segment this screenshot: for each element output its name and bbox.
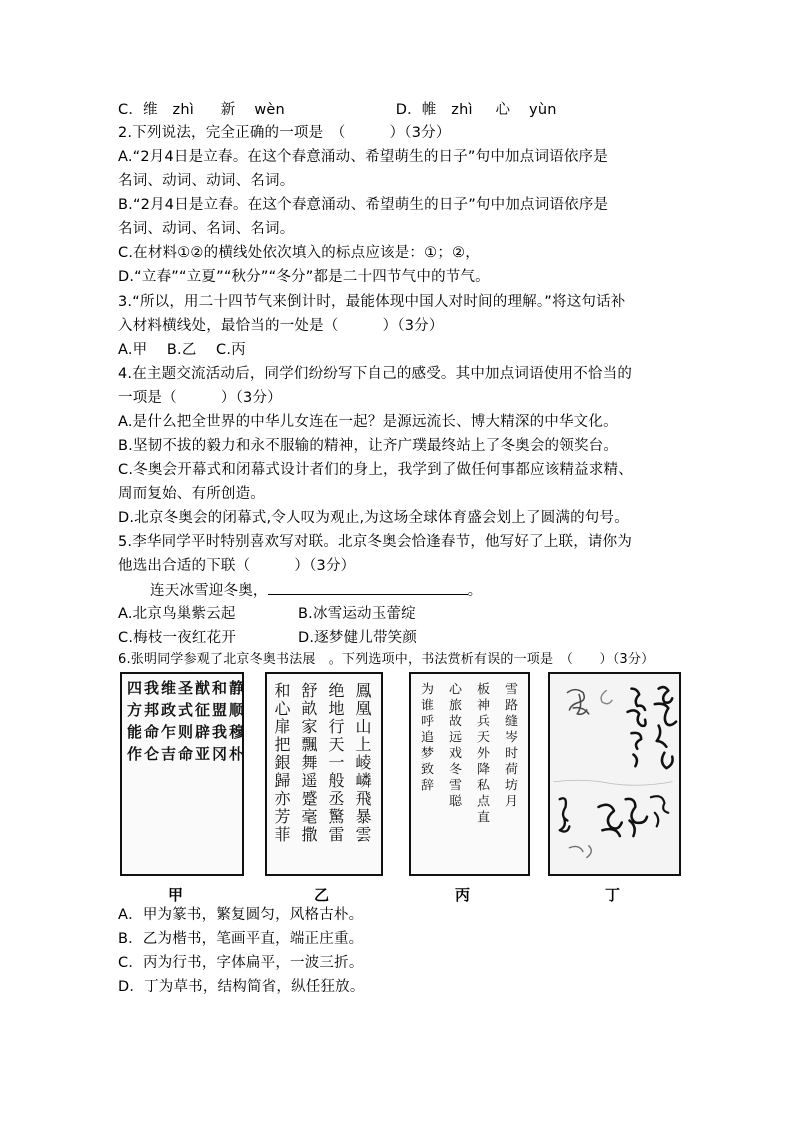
- bing-calligraphy-column: 心旅故远戏冬雪聪: [446, 681, 461, 811]
- question-3-options: A.甲 B.乙 C.丙: [118, 342, 246, 358]
- question-2-option-b-line1: B.“2月4日是立春。在这个春意涌动、希望萌生的日子”句中加点词语依序是: [118, 197, 609, 213]
- option-d-pinyin-1: zhì: [451, 102, 473, 118]
- panel-label-ding: 丁: [605, 886, 621, 904]
- panel-label-bing: 丙: [455, 886, 471, 904]
- question-2-stem: 2.下列说法，完全正确的一项是 （ ）（3分）: [118, 125, 451, 141]
- option-c-pinyin-2: wèn: [254, 102, 285, 118]
- question-2-option-a-line1: A.“2月4日是立春。在这个春意涌动、希望萌生的日子”句中加点词语依序是: [118, 149, 608, 165]
- calligraphy-panel-jia: [120, 672, 244, 876]
- bing-calligraphy-column: 板神兵天外降私点直: [474, 681, 489, 827]
- yi-calligraphy-column: 鳳凰山上崚嶙飛暴雲: [353, 682, 372, 844]
- question-6-option-b: B．乙为楷书，笔画平直，端正庄重。: [118, 931, 364, 947]
- question-5-option-d: D.逐梦健儿带笑颜: [298, 630, 418, 646]
- question-5-options-ab: [118, 604, 416, 624]
- bing-calligraphy-column: 为谁呼追梦致辞: [418, 681, 433, 795]
- question-5-couplet-line: [150, 580, 482, 601]
- question-6-stem: 6.张明同学参观了北京冬奥书法展 。下列选项中，书法赏析有误的一项是 （ ）（3分）: [118, 652, 655, 667]
- panel-label-jia: 甲: [168, 886, 184, 904]
- question-5-option-a: A.北京鸟巢紫云起: [118, 606, 236, 622]
- jia-calligraphy-column: 圣式则命: [176, 680, 194, 768]
- calligraphy-panel-yi: [265, 672, 383, 876]
- yi-calligraphy-column: 舒畝家飄舞遥蹙毫撒: [299, 682, 318, 844]
- yi-calligraphy-column: 和心扉把銀歸亦芳菲: [272, 682, 291, 844]
- question-6-option-a: A．甲为篆书，繁复圆匀，风格古朴。: [118, 907, 364, 923]
- question-4-option-c-line1: C.冬奥会开幕式和闭幕式设计者们的身上，我学到了做任何事都应该精益求精、: [118, 462, 633, 478]
- panel-label-yi: 乙: [314, 886, 330, 904]
- question-5-stem-line2: 他选出合适的下联（ ）（3分）: [118, 558, 356, 574]
- question-6-option-d: D．丁为草书，结构简省，纵任狂放。: [118, 979, 365, 995]
- question-3-stem-line2: 入材料横线处，最恰当的一处是（ ）（3分）: [118, 318, 444, 334]
- question-4-option-c-line2: 周而复始、有所创造。: [118, 486, 265, 502]
- question-4-option-a: A.是什么把全世界的中华儿女连在一起？是源远流长、博大精深的中华文化。: [118, 414, 618, 430]
- question-5-stem-line1: 5.李华同学平时特别喜欢写对联。北京冬奥会恰逢春节，他写好了上联，请你为: [118, 534, 633, 550]
- question-6-option-c: C．丙为行书，字体扁平，一波三折。: [118, 955, 364, 971]
- couplet-first-line: 连天冰雪迎冬奥，: [150, 583, 268, 599]
- question-2-option-a-line2: 名词、动词、动词、名词。: [118, 173, 295, 189]
- yi-calligraphy-column: 绝地行天一般丞驚雷: [326, 682, 345, 844]
- calligraphy-panel-ding: [548, 672, 681, 876]
- calligraphy-panel-bing: [409, 672, 530, 876]
- jia-calligraphy-column: 静顺穆朴: [227, 680, 245, 768]
- couplet-end-mark: 。: [467, 583, 483, 599]
- option-c-char-2: 新: [220, 102, 236, 118]
- question-5-option-c: C.梅枝一夜红花开: [118, 630, 237, 646]
- question-4-option-d: D.北京冬奥会的闭幕式,令人叹为观止,为这场全球体育盛会划上了圆满的句号。: [118, 510, 629, 526]
- question-4-stem-line2: 一项是（ ）（3分）: [118, 390, 282, 406]
- question-5-option-b: B.冰雪运动玉蕾绽: [298, 606, 416, 622]
- option-d-pinyin-2: yùn: [529, 102, 557, 118]
- option-d-char-2: 心: [495, 102, 511, 118]
- jia-calligraphy-column: 猷征辟亚: [193, 680, 211, 768]
- jia-calligraphy-column: 和盟我冈: [210, 680, 228, 768]
- question-3-stem-line1: 3.“所以，用二十四节气来倒计时，最能体现中国人对时间的理解。”将这句话补: [118, 294, 626, 310]
- option-d-text: D．帷: [395, 102, 437, 118]
- jia-calligraphy-column: 我邦命仑: [142, 680, 160, 768]
- question-5-options-cd: [118, 628, 417, 648]
- question-4-stem-line1: 4.在主题交流活动后，同学们纷纷写下自己的感受。其中加点词语使用不恰当的: [118, 366, 633, 382]
- cursive-script-artwork: [550, 674, 679, 874]
- option-c-text: C．维: [118, 102, 158, 118]
- question-2-option-b-line2: 名词、动词、名词、名词。: [118, 221, 295, 237]
- question-4-option-b: B.坚韧不拔的毅力和永不服输的精神，让齐广璞最终站上了冬奥会的领奖台。: [118, 438, 619, 454]
- couplet-answer-blank[interactable]: [268, 580, 468, 595]
- question-2-option-d: D.“立春”“立夏”“秋分”“冬分”都是二十四节气中的节气。: [118, 269, 490, 285]
- jia-calligraphy-column: 四方能作: [125, 680, 143, 768]
- bing-calligraphy-column: 雪路缝岑时荷坊月: [502, 681, 517, 811]
- option-c-pinyin-1: zhì: [172, 102, 194, 118]
- question-1-options-cd: [118, 100, 557, 120]
- jia-calligraphy-column: 维政乍吉: [159, 680, 177, 768]
- question-2-option-c: C.在材料①②的横线处依次填入的标点应该是：①；②，: [118, 245, 480, 261]
